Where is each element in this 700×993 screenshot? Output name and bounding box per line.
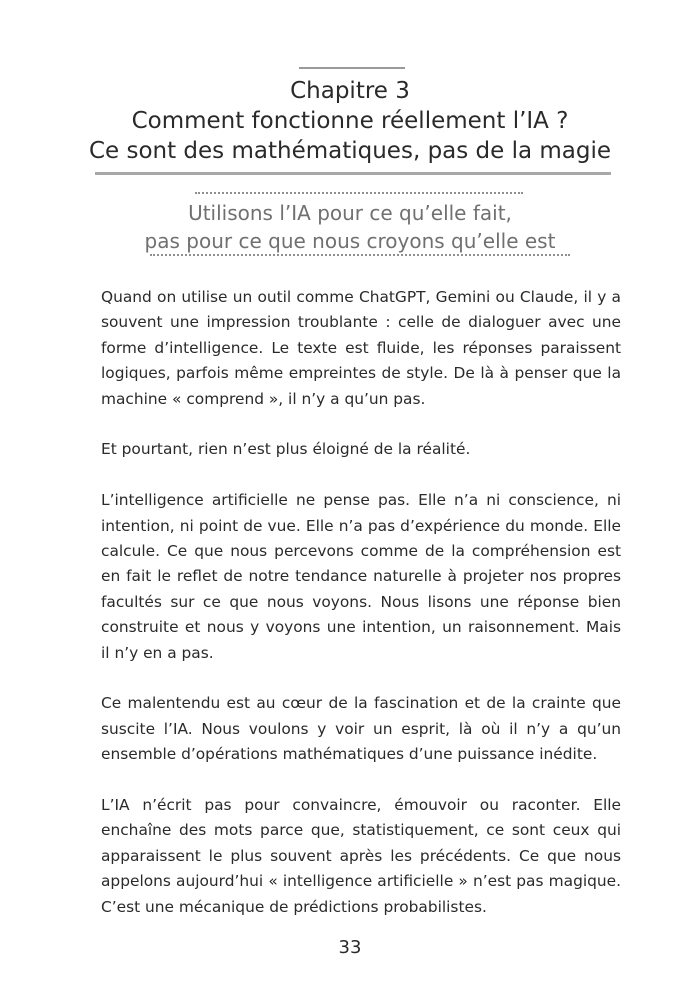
subtitle-top-dotted-rule [195, 192, 523, 194]
chapter-heading [0, 76, 700, 166]
subtitle-line-2: pas pour ce que nous croyons qu’elle est [144, 229, 556, 253]
paragraph-4: Ce malentendu est au cœur de la fascination et de la crainte que suscite l’IA. Nous voulons y voir un esprit, là où il n’y a qu’un ensemble d’opérations mathématiques d’une puissance inédite. [101, 694, 621, 764]
page-number: 33 [338, 937, 362, 958]
paragraph-1: Quand on utilise un outil comme ChatGPT, Gemini ou Claude, il y a souvent une impression troublante : celle de dialoguer avec une forme d’intelligence. Le texte est fluide, les réponses paraissent logiques, parfois même empreintes de style. De là à penser que la machine « comprend », il n’y a qu’un pas. [101, 288, 621, 408]
paragraph-5: L’IA n’écrit pas pour convaincre, émouvoir ou raconter. Elle enchaîne des mots parce que, statistiquement, ce sont ceux qui apparaissent le plus souvent après les précédents. Ce que nous appelons aujourd’hui « intelligence artificielle » n’est pas magique. C’est une mécanique de prédictions probabilistes. [101, 796, 621, 916]
chapter-title-line-1: Comment fonctionne réellement l’IA ? [131, 108, 569, 134]
subtitle-line-1: Utilisons l’IA pour ce qu’elle fait, [188, 201, 512, 225]
chapter-number: Chapitre 3 [290, 78, 410, 104]
section-subtitle [0, 199, 700, 255]
top-decorative-rule [299, 67, 405, 69]
paragraph-3: L’intelligence artificielle ne pense pas. Elle n’a ni conscience, ni intention, ni point de vue. Elle n’a pas d’expérience du monde. Elle calcule. Ce que nous percevons comme de la compréhension est en fait le reflet de notre tendance naturelle à projeter nos propres facultés sur ce que nous voyons. Nous lisons une réponse bien construite et nous y voyons une intention, un raisonnement. Mais il n’y en a pas. [101, 491, 621, 662]
subtitle-bottom-dotted-rule [150, 254, 570, 256]
paragraph-2: Et pourtant, rien n’est plus éloigné de la réalité. [101, 440, 471, 459]
chapter-title-line-2: Ce sont des mathématiques, pas de la magie [88, 138, 612, 164]
body-text [101, 285, 621, 945]
chapter-underline-rule [95, 172, 611, 175]
